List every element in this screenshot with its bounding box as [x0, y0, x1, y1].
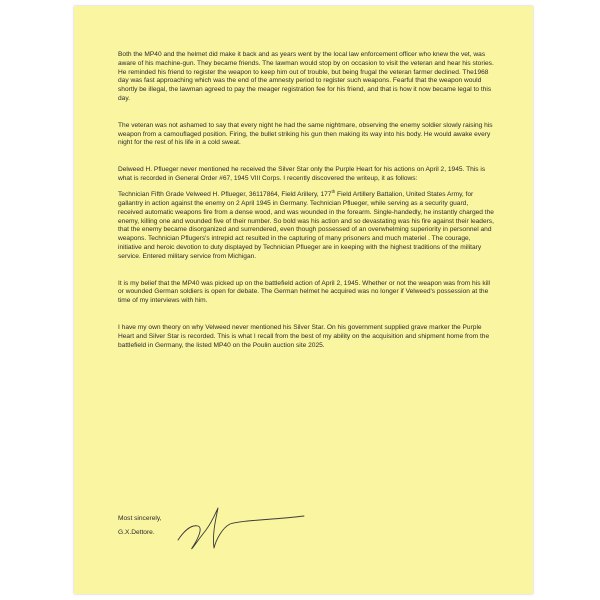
- paragraph-theory: I have my own theory on why Velweed never mentioned his Silver Star. On his government supplied grave marker the Purple Heart and Silver Star is recorded. This is what I recall from the best of my ability on the acquisition and shipment home from the battlefield in Germany, the listed MP40 on the Poulin auction site 2025.: [118, 324, 490, 349]
- closing-block: [118, 515, 161, 538]
- citation-text-end: Field Artillery Battalion, United States Army, for gallantry in action against the enemy on 2 April 1945 in Germany. Technician Pflueger, while serving as a security guard, received automatic weapons fire from a dense wood, and was wounded in the forearm. Single-handedly, he instantly charged the enemy, killing one and wounded five of their number. So bold was his action and so devastating was his fire against their leaders, that the enemy became disorganized and surrendered, even though possessed of an overwhelming superiority in personnel and weapons. Technician Pflugers's intrepid act resulted in the capturing of many prisoners and much materiel . The courage, initiative and heroic devotion to duty displayed by Technician Pflueger are in keeping with the highest traditions of the military service. Entered military service from Michigan.: [118, 191, 494, 260]
- letter-page: [74, 6, 533, 594]
- citation-text-start: Technician Fifth Grade Velweed H. Pflueger, 36117864, Field Arillery, 177: [118, 191, 332, 199]
- paragraph-nightmare: The veteran was not ashamed to say that every night he had the same nightmare, observing the enemy soldier slowly raising his weapon from a camouflaged position. Firing, the bullet striking his gun then making its way into his body. He would awake every night for the rest of his life in a cold sweat.: [118, 121, 493, 147]
- paragraph-belief: It is my belief that the MP40 was picked up on the battlefield action of April 2, 1945. Whether or not the weapon was from his kill or wounded German soldiers is open for debate. The German helmet he acquired was no longer if Velweed's possession at the time of my interviews with him.: [118, 279, 491, 305]
- paragraph-mp40-helmet: Both the MP40 and the helmet did make it back and as years went by the local law enforcement officer who knew the vet, was aware of his machine-gun. They became friends. The lawman would stop by on occasion to visit the veteran and hear his stories. He reminded his friend to register the weapon to keep him out of trouble, but being frugal the veteran farmer declined. The1968 day was fast approaching which was the end of the amnesty period to register such weapons. Fearful that the weapon would shortly be illegal, the lawman agreed to pay the meager registration fee for his friend, and that is how it now became legal to this day.: [118, 51, 494, 102]
- handwritten-signature: [172, 504, 312, 556]
- signer-name: G.X.Dettore.: [118, 528, 155, 536]
- closing-line: Most sincerely,: [118, 515, 162, 522]
- paragraph-silver-star: Delweed H. Pflueger never mentioned he received the Silver Star only the Purple Heart for his actions on April 2, 1945. This is what is recorded in General Order #67, 1945 VIII Corps. I recently discovered the writeup, it as follows:: [118, 166, 486, 182]
- letter-body: [118, 51, 494, 358]
- paragraph-citation: [118, 191, 494, 261]
- ordinal-superscript: th: [331, 189, 336, 195]
